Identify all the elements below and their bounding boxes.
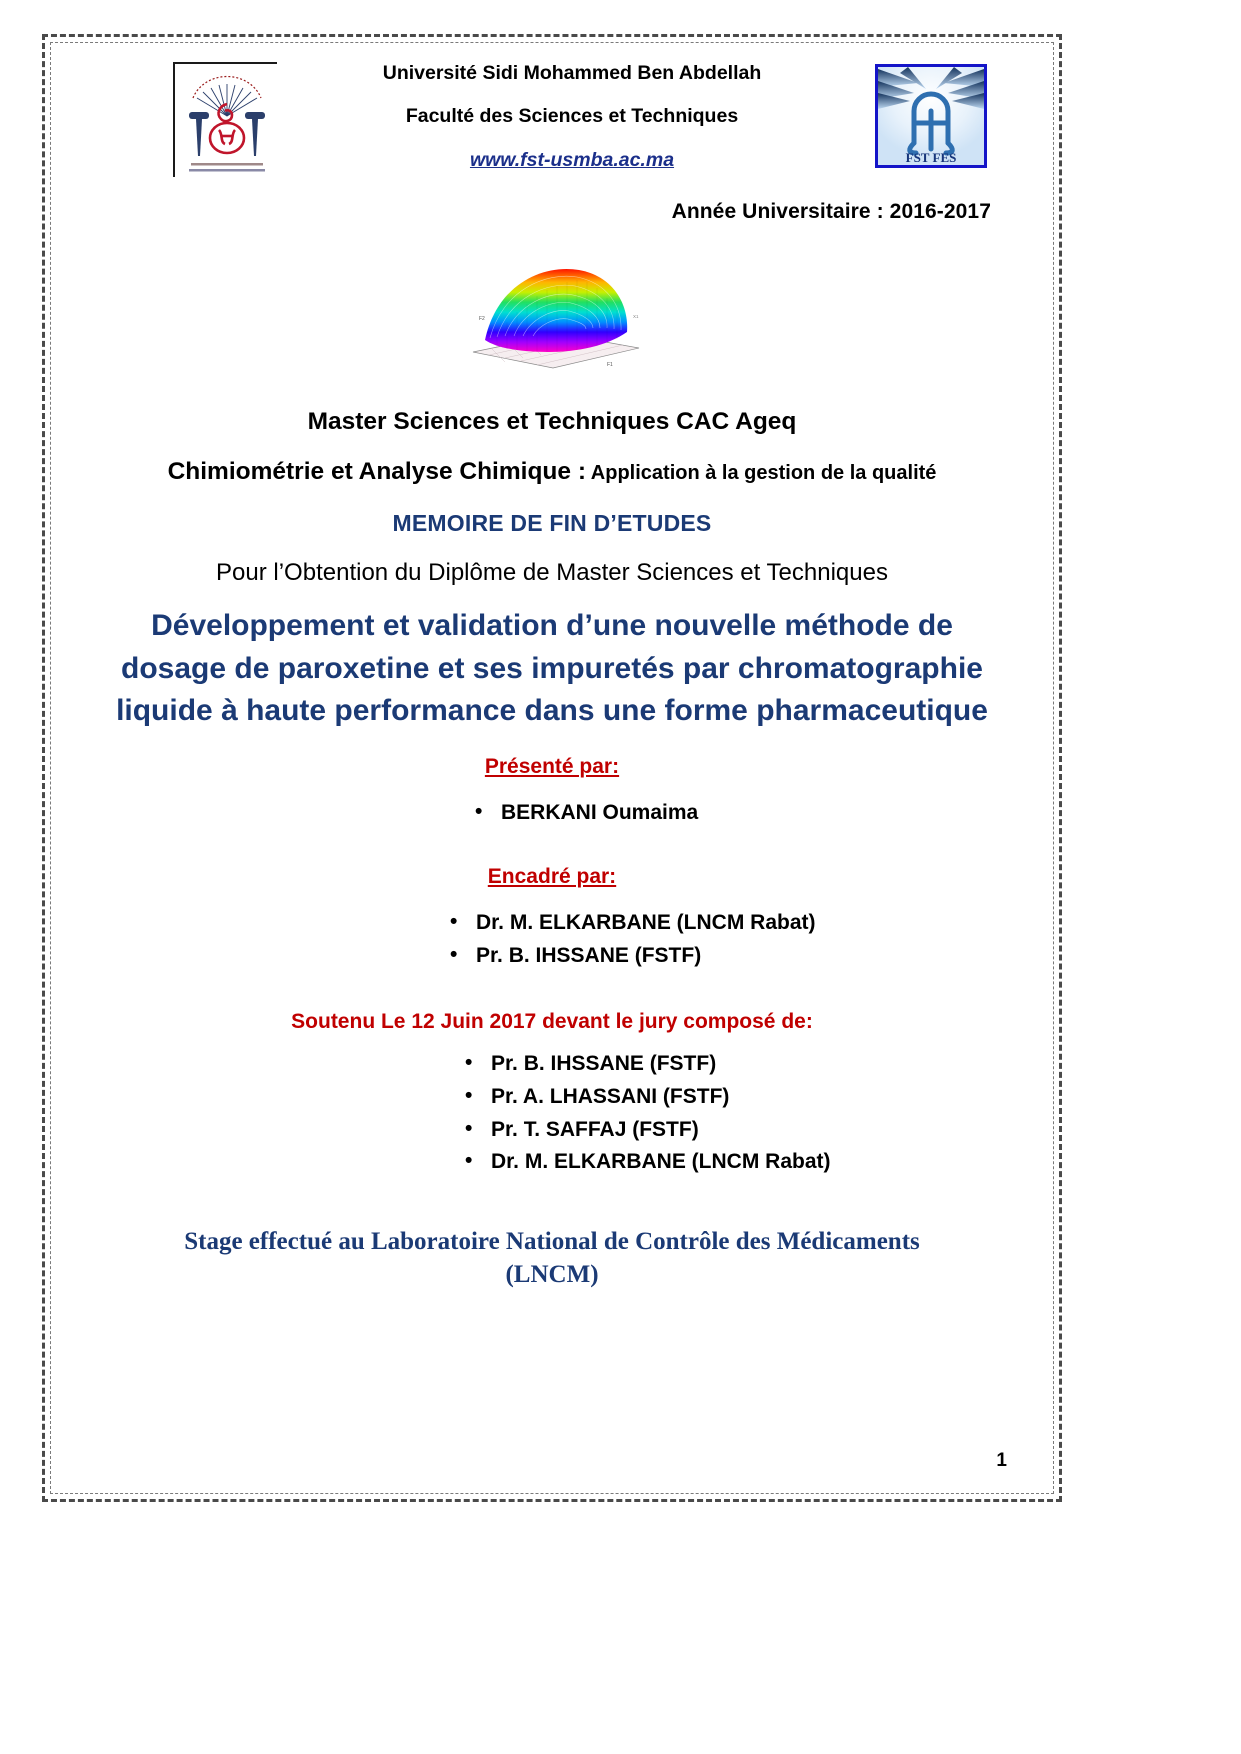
- list-item: • Pr. A. LHASSANI (FSTF): [465, 1081, 1009, 1114]
- jury-list: [465, 1048, 1009, 1178]
- specialty-bold: Chimiométrie et Analyse Chimique :: [167, 458, 586, 485]
- supervised-by-list: [450, 907, 1009, 972]
- svg-text:X1: X1: [633, 314, 639, 319]
- header-text-block: [285, 62, 859, 172]
- thesis-title: Développement et validation d’une nouvelle méthode de dosage de paroxetine et ses impuretés par chromatographie liquide à haute performance dans une forme pharmaceutique: [116, 609, 988, 728]
- academic-year: Année Universitaire : 2016-2017: [671, 200, 991, 223]
- document-type: MEMOIRE DE FIN D’ETUDES: [392, 510, 712, 536]
- list-item: • Dr. M. ELKARBANE (LNCM Rabat): [465, 1146, 1009, 1179]
- presented-by-list: [475, 797, 1009, 830]
- svg-text:F2: F2: [479, 316, 485, 322]
- fst-fes-logo-icon: [875, 64, 987, 168]
- page-number: 1: [996, 1450, 1007, 1471]
- list-item: • Pr. T. SAFFAJ (FSTF): [465, 1114, 1009, 1147]
- presented-by-heading: Présenté par:: [484, 754, 620, 778]
- degree-purpose: Pour l’Obtention du Diplôme de Master Sciences et Techniques: [216, 559, 888, 586]
- list-item: • BERKANI Oumaima: [475, 797, 1009, 830]
- svg-text:FST FES: FST FES: [905, 150, 957, 165]
- faculty-website-link[interactable]: www.fst-usmba.ac.ma: [469, 148, 675, 171]
- internship-note: [95, 1225, 1009, 1293]
- master-program-title: Master Sciences et Techniques CAC Ageq: [307, 408, 797, 435]
- university-logo-icon: [173, 62, 277, 177]
- defense-line: Soutenu Le 12 Juin 2017 devant le jury composé de:: [291, 1010, 813, 1034]
- internship-line-1: Stage effectué au Laboratoire National de Contrôle des Médicaments: [184, 1227, 920, 1255]
- specialty-line: [95, 458, 1009, 486]
- university-name: Université Sidi Mohammed Ben Abdellah: [382, 62, 762, 84]
- faculty-name: Faculté des Sciences et Techniques: [405, 105, 739, 128]
- list-item: • Dr. M. ELKARBANE (LNCM Rabat): [450, 907, 1009, 940]
- internship-line-2: (LNCM): [505, 1261, 599, 1289]
- list-item: • Pr. B. IHSSANE (FSTF): [465, 1048, 1009, 1081]
- response-surface-figure: [95, 248, 1009, 378]
- supervised-by-heading: Encadré par:: [487, 865, 617, 889]
- document-header: [95, 54, 1009, 186]
- document-page: [55, 46, 1049, 1490]
- svg-text:F1: F1: [607, 362, 613, 368]
- list-item: • Pr. B. IHSSANE (FSTF): [450, 940, 1009, 973]
- specialty-rest: Application à la gestion de la qualité: [585, 462, 937, 484]
